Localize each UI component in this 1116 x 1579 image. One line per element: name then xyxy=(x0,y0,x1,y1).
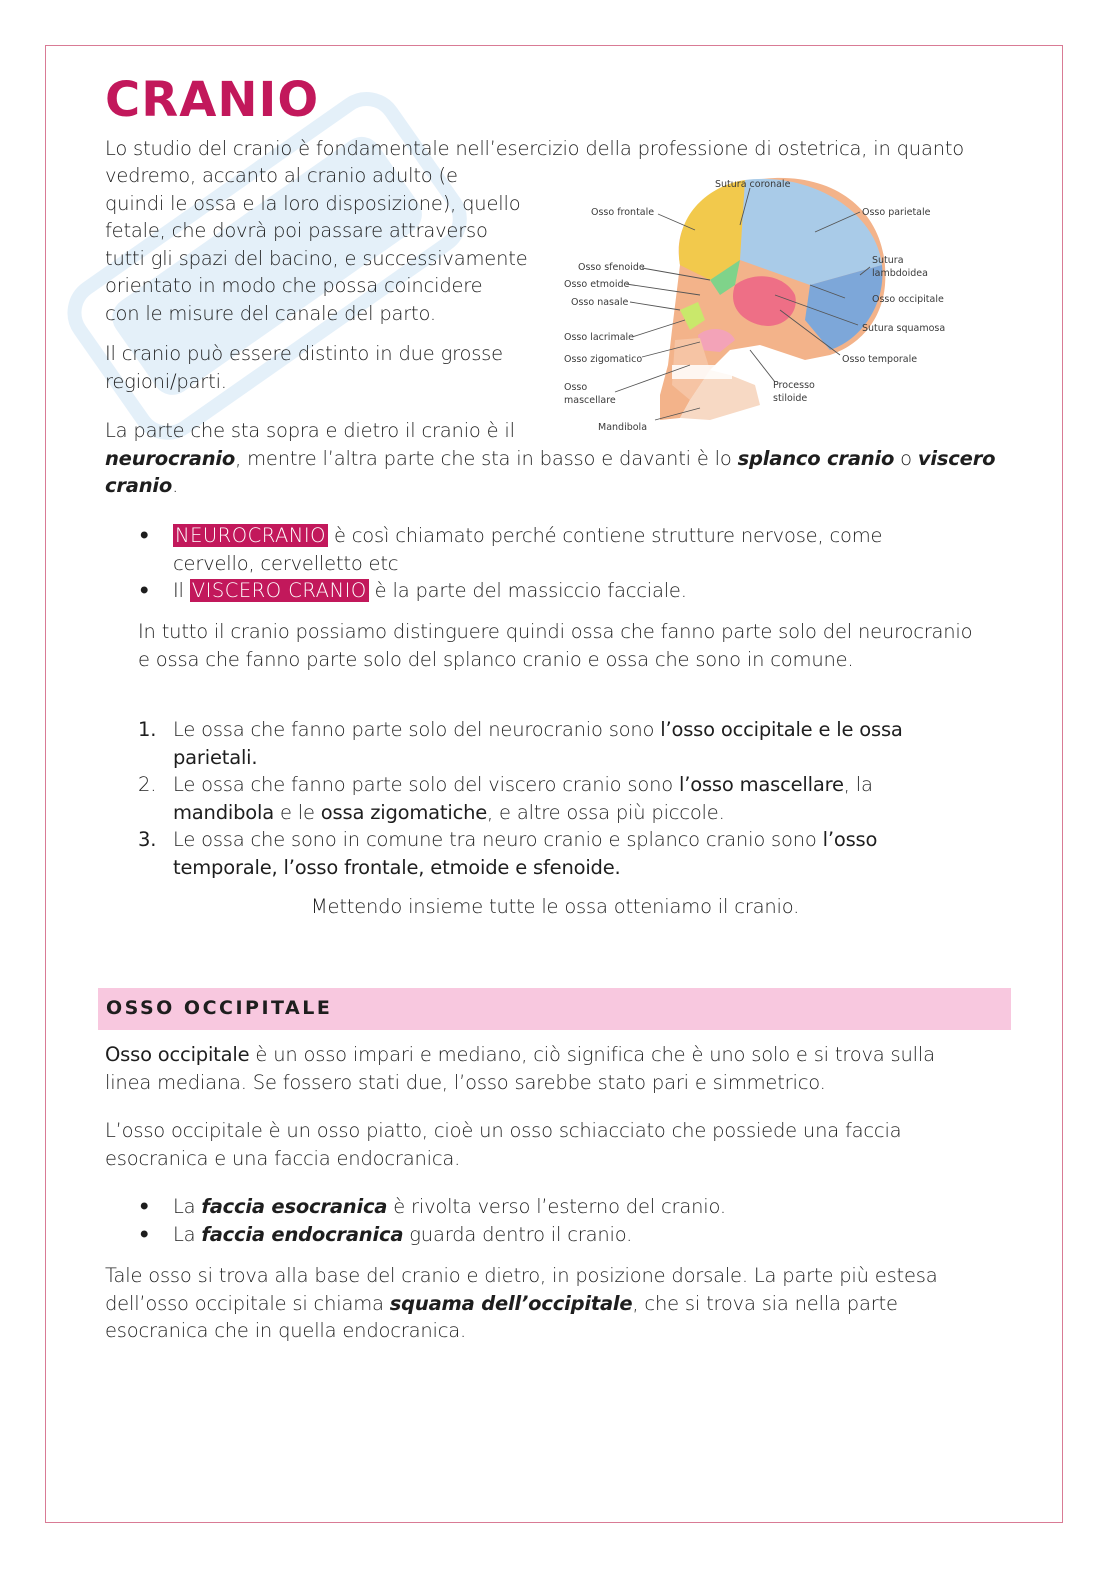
svg-text:Osso lacrimale: Osso lacrimale xyxy=(564,332,634,343)
svg-text:Osso: Osso xyxy=(564,382,588,393)
parts-paragraph: La parte che sta sopra e dietro il cranio è il neurocranio, mentre l’altra parte che sta in basso e davanti è lo splanco cranio o viscero cranio. xyxy=(105,419,996,497)
occipitale-paragraph-2: L’osso occipitale è un osso piatto, cioè un osso schiacciato che possiede una faccia esocranica e una faccia endocranica. xyxy=(105,1119,902,1170)
svg-text:Osso sfenoide: Osso sfenoide xyxy=(578,262,645,273)
svg-text:Processo: Processo xyxy=(773,380,815,391)
svg-text:Sutura squamosa: Sutura squamosa xyxy=(862,323,946,334)
svg-text:Osso parietale: Osso parietale xyxy=(862,207,931,218)
svg-text:Osso temporale: Osso temporale xyxy=(842,354,918,365)
list-item: • La faccia esocranica è rivolta verso l’esterno del cranio. xyxy=(138,1193,1008,1221)
list-item: 3. Le ossa che sono in comune tra neuro cranio e splanco cranio sono l’osso temporale, l’osso frontale, etmoide e sfenoide. xyxy=(138,828,878,879)
svg-text:stiloide: stiloide xyxy=(773,393,808,404)
numbered-list xyxy=(138,716,1008,881)
list-item: • Il VISCERO CRANIO è la parte del massiccio facciale. xyxy=(138,577,1008,605)
section-header-osso-occipitale xyxy=(98,988,1011,1030)
svg-text:Osso zigomatico: Osso zigomatico xyxy=(564,354,643,365)
section-title: OSSO OCCIPITALE xyxy=(106,997,333,1019)
svg-text:mascellare: mascellare xyxy=(564,395,616,406)
list-item: 2. Le ossa che fanno parte solo del viscero cranio sono l’osso mascellare, la mandibola e le ossa zigomatiche, e altre ossa più piccole. xyxy=(138,773,873,824)
regions-paragraph: Il cranio può essere distinto in due grosse regioni/parti. xyxy=(105,342,503,393)
occipitale-paragraph-1: Osso occipitale è un osso impari e mediano, ciò significa che è uno solo e si trova sulla linea mediana. Se fossero stati due, l’osso sarebbe stato pari e simmetrico. xyxy=(105,1043,935,1094)
intro-paragraph: vedremo, accanto al cranio adulto (e quindi le ossa e la loro disposizione), quello fetale, che dovrà poi passare attraverso tutti gli spazi del bacino, e successivamente orientato in modo che possa coincidere con le misure del canale del parto. xyxy=(105,164,528,325)
svg-text:Osso frontale: Osso frontale xyxy=(591,207,655,218)
list-item: • La faccia endocranica guarda dentro il cranio. xyxy=(138,1221,1008,1249)
svg-text:Sutura: Sutura xyxy=(872,255,904,266)
svg-text:Mandibola: Mandibola xyxy=(598,422,648,433)
highlight-viscero-cranio: VISCERO CRANIO xyxy=(191,579,367,602)
list-item: • NEUROCRANIO è così chiamato perché contiene strutture nervose, come cervello, cervelletto etc xyxy=(138,522,1008,577)
svg-text:lambdoidea: lambdoidea xyxy=(872,268,928,279)
bullet-list-cranio xyxy=(138,522,1008,605)
svg-text:Sutura coronale: Sutura coronale xyxy=(715,179,791,190)
intro-line-1: Lo studio del cranio è fondamentale nell’esercizio della professione di ostetrica, in quanto xyxy=(105,137,965,160)
occipitale-paragraph-3: Tale osso si trova alla base del cranio e dietro, in posizione dorsale. La parte più estesa dell’osso occipitale si chiama squama dell’occipitale, che si trova sia nella parte esocranica che in quella endocranica. xyxy=(105,1264,938,1342)
list-item: 1. Le ossa che fanno parte solo del neurocranio sono l’osso occipitale e le ossa parietali. xyxy=(138,718,903,769)
svg-text:Osso occipitale: Osso occipitale xyxy=(872,294,944,305)
bullet-list-facce xyxy=(138,1193,1008,1248)
svg-text:Osso etmoide: Osso etmoide xyxy=(564,279,630,290)
svg-text:Osso nasale: Osso nasale xyxy=(571,297,629,308)
skull-diagram xyxy=(560,170,950,438)
page-title: CRANIO xyxy=(105,72,320,128)
conclusion: Mettendo insieme tutte le ossa otteniamo il cranio. xyxy=(310,895,800,918)
summary-paragraph: In tutto il cranio possiamo distinguere quindi ossa che fanno parte solo del neurocranio e ossa che fanno parte solo del splanco cranio e ossa che sono in comune. xyxy=(138,620,973,671)
highlight-neurocranio: NEUROCRANIO xyxy=(175,524,326,547)
